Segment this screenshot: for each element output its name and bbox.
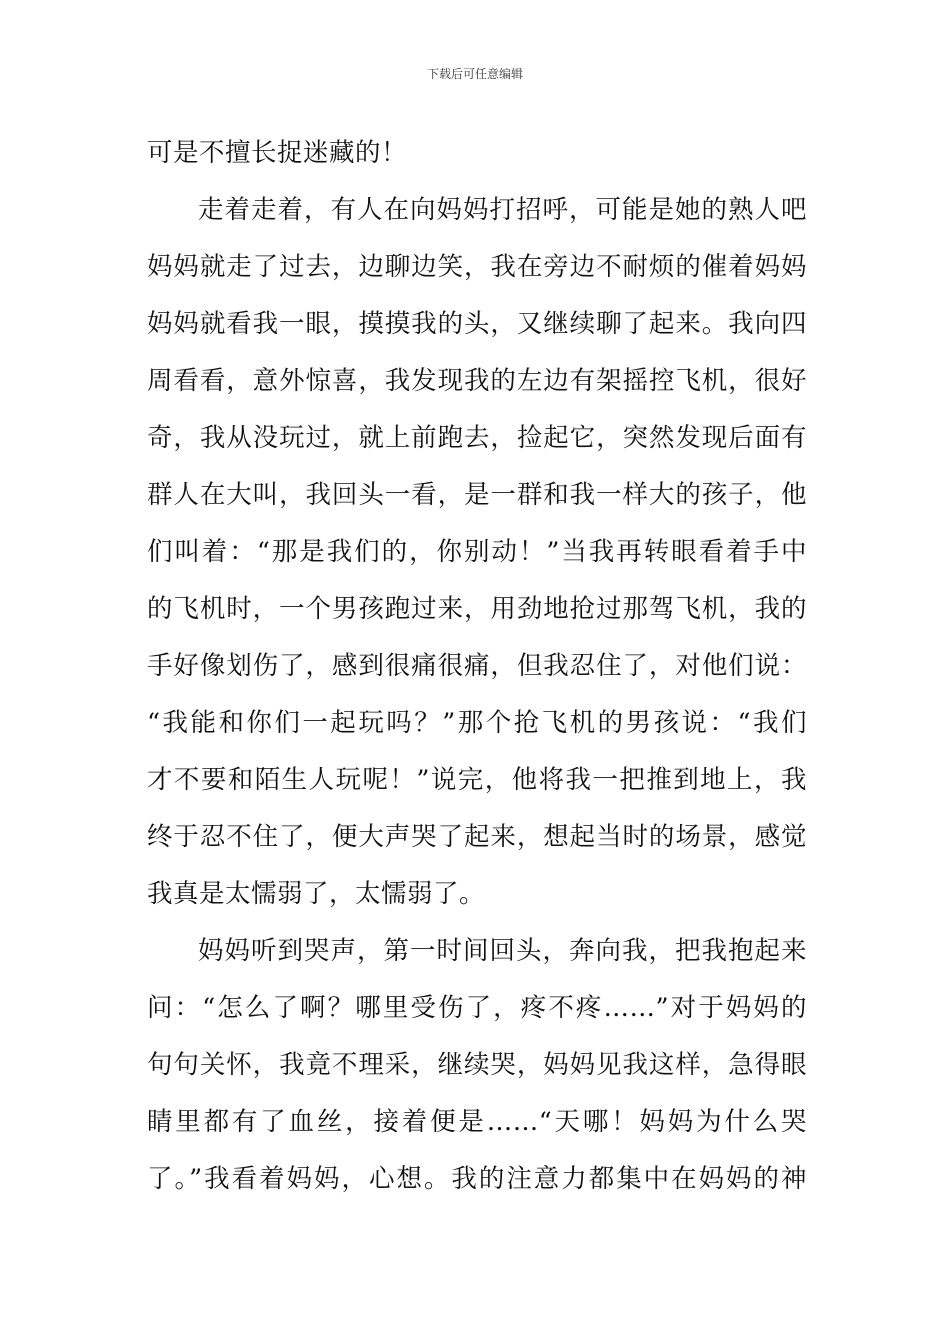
- text-line: 睛里都有了血丝，接着便是……“天哪！妈妈为什么哭: [147, 1107, 807, 1137]
- text-line: 的飞机时，一个男孩跑过来，用劲地抢过那驾飞机，我的: [147, 594, 807, 624]
- page-header: 下载后可任意编辑: [426, 67, 523, 81]
- text-line: 手好像划伤了，感到很痛很痛，但我忍住了，对他们说：: [147, 651, 807, 681]
- text-line: 妈妈就看我一眼，摸摸我的头，又继续聊了起来。我向四: [147, 309, 807, 339]
- text-line: 才不要和陌生人玩呢！”说完，他将我一把推到地上，我: [147, 765, 807, 795]
- text-line: 句句关怀，我竟不理采，继续哭，妈妈见我这样，急得眼: [147, 1050, 807, 1080]
- text-line: 群人在大叫，我回头一看，是一群和我一样大的孩子，他: [147, 480, 807, 510]
- text-line: 终于忍不住了，便大声哭了起来，想起当时的场景，感觉: [147, 822, 807, 852]
- text-line: 可是不擅长捉迷藏的！: [147, 138, 408, 168]
- text-line: 奇，我从没玩过，就上前跑去，捡起它，突然发现后面有: [147, 423, 807, 453]
- paragraph-start-line: 走着走着，有人在向妈妈打招呼，可能是她的熟人吧: [198, 195, 807, 225]
- text-line: 周看看，意外惊喜，我发现我的左边有架摇控飞机，很好: [147, 366, 807, 396]
- text-line: 我真是太懦弱了，太懦弱了。: [147, 879, 486, 909]
- text-line: 妈妈就走了过去，边聊边笑，我在旁边不耐烦的催着妈妈: [147, 252, 807, 282]
- text-line: 问：“怎么了啊？哪里受伤了，疼不疼……”对于妈妈的: [147, 993, 807, 1023]
- text-line: 了。”我看着妈妈，心想。我的注意力都集中在妈妈的神: [147, 1164, 807, 1194]
- paragraph-start-line: 妈妈听到哭声，第一时间回头，奔向我，把我抱起来: [198, 936, 807, 966]
- text-line: 们叫着：“那是我们的，你别动！”当我再转眼看着手中: [147, 537, 807, 567]
- body-text: [147, 125, 807, 1208]
- text-line: “我能和你们一起玩吗？”那个抢飞机的男孩说：“我们: [147, 708, 807, 738]
